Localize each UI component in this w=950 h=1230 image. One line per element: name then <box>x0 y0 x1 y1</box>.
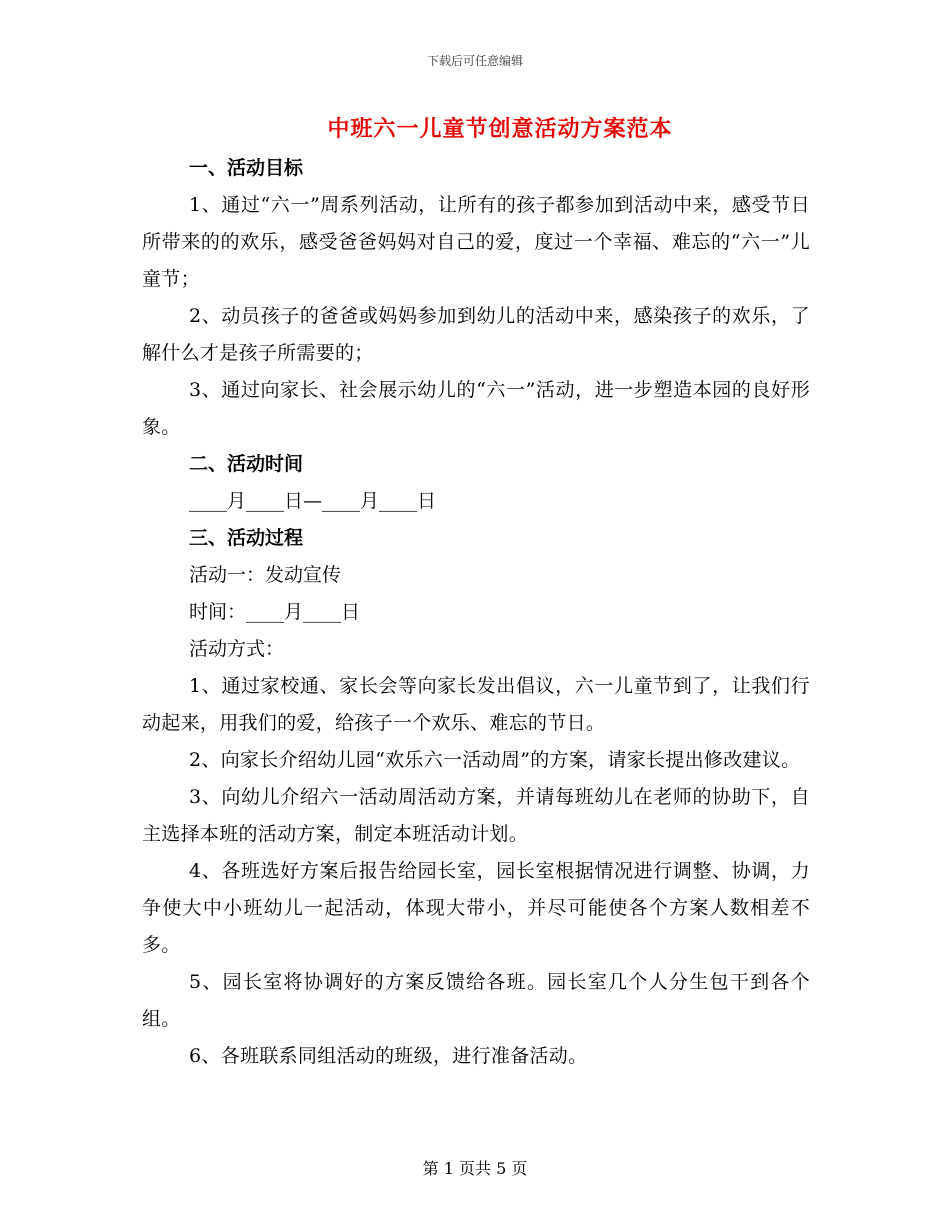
method-item-5: 5、园长室将协调好的方案反馈给各班。园长室几个人分生包干到各个组。 <box>142 971 810 1030</box>
method-item-4: 4、各班选好方案后报告给园长室，园长室根据情况进行调整、协调，力争使大中小班幼儿一起活动，体现大带小，并尽可能使各个方案人数相差不多。 <box>142 860 810 956</box>
goal-item-1: 1、通过“六一”周系列活动，让所有的孩子都参加到活动中来，感受节日所带来的的欢乐，感受爸爸妈妈对自己的爱，度过一个幸福、难忘的“六一”儿童节； <box>142 194 810 290</box>
section-heading-time: 二、活动时间 <box>189 453 304 475</box>
document-body <box>142 150 810 1075</box>
activity-one-time: 时间：____月____日 <box>189 601 361 623</box>
activity-time-range: ____月____日—____月____日 <box>189 490 437 512</box>
goal-item-3: 3、通过向家长、社会展示幼儿的“六一”活动，进一步塑造本园的良好形象。 <box>142 379 810 438</box>
section-heading-process: 三、活动过程 <box>189 527 304 549</box>
document-title: 中班六一儿童节创意活动方案范本 <box>327 116 673 142</box>
activity-one-title: 活动一：发动宣传 <box>189 564 342 586</box>
page-header-note: 下载后可任意编辑 <box>426 54 523 68</box>
method-item-1: 1、通过家校通、家长会等向家长发出倡议，六一儿童节到了，让我们行动起来，用我们的爱，给孩子一个欢乐、难忘的节日。 <box>142 675 810 734</box>
goal-item-2: 2、动员孩子的爸爸或妈妈参加到幼儿的活动中来，感染孩子的欢乐，了解什么才是孩子所需要的； <box>142 305 810 364</box>
method-item-2: 2、向家长介绍幼儿园“欢乐六一活动周”的方案，请家长提出修改建议。 <box>189 749 801 771</box>
page-footer: 第 1 页共 5 页 <box>422 1159 528 1178</box>
method-item-6: 6、各班联系同组活动的班级，进行准备活动。 <box>189 1045 588 1067</box>
activity-method-label: 活动方式： <box>189 638 285 660</box>
method-item-3: 3、向幼儿介绍六一活动周活动方案，并请每班幼儿在老师的协助下，自主选择本班的活动方案，制定本班活动计划。 <box>142 786 810 845</box>
section-heading-goal: 一、活动目标 <box>189 157 304 179</box>
